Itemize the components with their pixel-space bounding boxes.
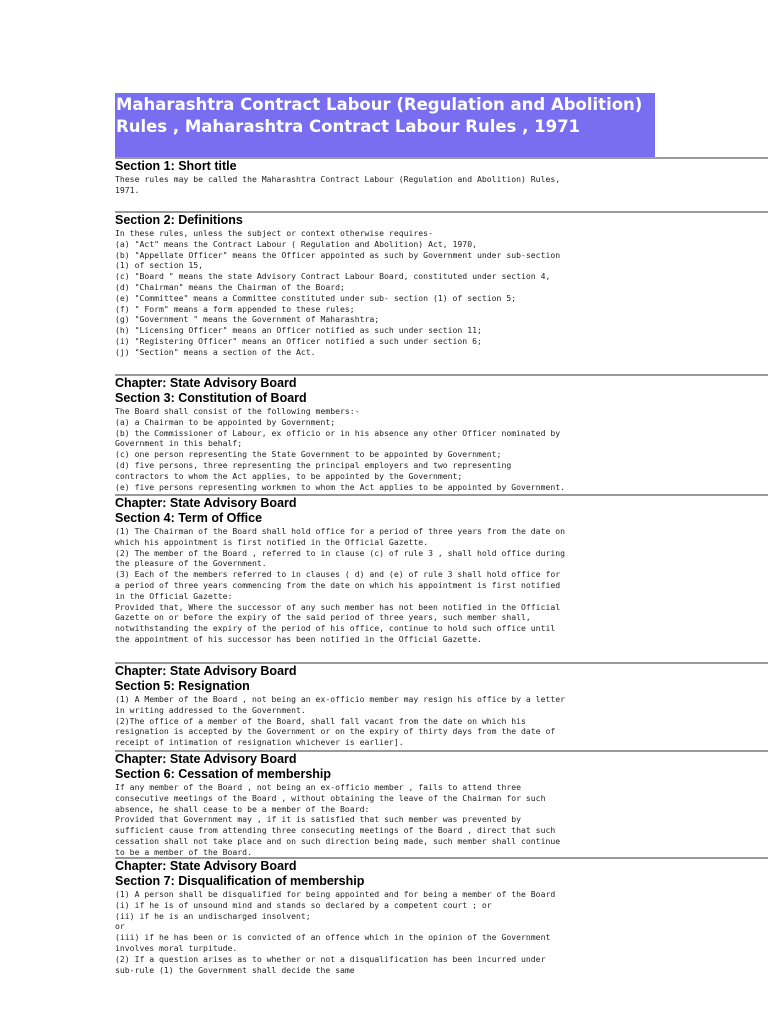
section-body-line: (h) "Licensing Officer" means an Officer notified as such under section 11; — [115, 325, 482, 336]
chapter-heading: Chapter: State Advisory Board — [115, 752, 297, 766]
section-body-line: sufficient cause from attending three consecuting meetings of the Board , direct that such — [115, 825, 556, 836]
section-body-line: (i) "Registering Officer" means an Officer notified a such under section 6; — [115, 335, 482, 346]
section-block-6 — [115, 750, 768, 857]
section-body-line: (f) " Form" means a form appended to these rules; — [115, 303, 355, 314]
document-title: Maharashtra Contract Labour (Regulation and Abolition) Rules , Maharashtra Contract Labour Rules , 1971 — [115, 93, 655, 157]
section-block-5 — [115, 662, 768, 750]
section-body-line: absence, he shall cease to be a member of the Board: — [115, 803, 370, 814]
section-body-line: Government in this behalf; — [115, 438, 243, 449]
section-body-line: These rules may be called the Maharashtra Contract Labour (Regulation and Abolition) Rules, — [115, 174, 561, 184]
section-body-line: In these rules, unless the subject or context otherwise requires- — [115, 228, 433, 238]
section-body-line: (j) "Section" means a section of the Act. — [115, 346, 316, 357]
section-body-line: (i) if he is of unsound mind and stands so declared by a competent court ; or — [115, 899, 492, 910]
section-body-line: If any member of the Board , not being an ex-officio member , fails to attend three — [115, 782, 522, 792]
section-body-line: or — [115, 921, 125, 932]
section-body-line: contractors to whom the Act applies, to be appointed by the Government; — [115, 470, 463, 481]
section-body-line: (2) The member of the Board , referred to in clause (c) of rule 3 , shall hold office during — [115, 547, 566, 558]
section-body-line: (g) "Government " means the Government of Maharashtra; — [115, 314, 380, 325]
section-heading: Section 7: Disqualification of membership — [115, 874, 365, 888]
section-body-line: (1) The Chairman of the Board shall hold office for a period of three years from the date on — [115, 526, 566, 536]
section-body-line: (e) "Committee" means a Committee constituted under sub- section (1) of section 5; — [115, 292, 517, 303]
section-body-line: The Board shall consist of the following members:- — [115, 406, 360, 416]
section-block-2 — [115, 211, 768, 374]
section-body-line: (iii) if he has been or is convicted of an offence which in the opinion of the Government — [115, 932, 551, 943]
section-body-line: notwithstanding the expiry of the period of his office, continue to hold such office until — [115, 623, 556, 634]
section-body-line: (c) "Board " means the state Advisory Contract Labour Board, constituted under section 4, — [115, 271, 551, 282]
section-block-4 — [115, 494, 768, 662]
section-body-line: (ii) if he is an undischarged insolvent; — [115, 910, 311, 921]
section-body-line: Provided that, Where the successor of any such member has not been notified in the Official — [115, 601, 561, 612]
section-block-1 — [115, 157, 768, 211]
section-body-line: involves moral turpitude. — [115, 942, 238, 953]
section-body-line: (1) of section 15, — [115, 260, 204, 271]
section-body-line: a period of three years commencing from the date on which his appointment is first notified — [115, 579, 561, 590]
section-block-7 — [115, 857, 768, 981]
section-body-line: (2) If a question arises as to whether or not a disqualification has been incurred under — [115, 953, 546, 964]
section-heading: Section 6: Cessation of membership — [115, 767, 332, 781]
chapter-heading: Chapter: State Advisory Board — [115, 859, 297, 873]
section-body-line: (b) the Commissioner of Labour, ex officio or in his absence any other Officer nominated by — [115, 427, 561, 438]
section-heading: Section 2: Definitions — [115, 213, 243, 227]
section-block-3 — [115, 374, 768, 494]
chapter-heading: Chapter: State Advisory Board — [115, 496, 297, 510]
section-body-line: (b) "Appellate Officer" means the Officer appointed as such by Government under sub-section — [115, 249, 561, 260]
section-heading: Section 5: Resignation — [115, 679, 250, 693]
chapter-heading: Chapter: State Advisory Board — [115, 376, 297, 390]
section-body-line: 1971. — [115, 184, 140, 195]
chapter-heading: Chapter: State Advisory Board — [115, 664, 297, 678]
section-body-line: (a) "Act" means the Contract Labour ( Regulation and Abolition) Act, 1970, — [115, 238, 477, 249]
document-page — [115, 93, 768, 981]
section-body-line: to be a member of the Board. — [115, 846, 252, 857]
section-heading: Section 3: Constitution of Board — [115, 391, 307, 405]
section-body-line: (a) a Chairman to be appointed by Government; — [115, 416, 336, 427]
section-body-line: consecutive meetings of the Board , without obtaining the leave of the Chairman for such — [115, 792, 546, 803]
section-body-line: receipt of intimation of resignation whichever is earlier]. — [115, 737, 404, 748]
section-body-line: (2)The office of a member of the Board, shall fall vacant from the date on which his — [115, 715, 526, 726]
section-heading: Section 1: Short title — [115, 159, 237, 173]
section-body-line: (1) A Member of the Board , not being an ex-officio member may resign his office by a letter — [115, 694, 566, 704]
section-body-line: cessation shall not take place and on such direction being made, such member shall continue — [115, 835, 561, 846]
section-body-line: which his appointment is first notified in the Official Gazette. — [115, 536, 429, 547]
section-body-line: Provided that Government may , if it is satisfied that such member was prevented by — [115, 814, 522, 825]
section-body-line: (c) one person representing the State Government to be appointed by Government; — [115, 449, 502, 460]
section-body-line: the appointment of his successor has been notified in the Official Gazette. — [115, 633, 482, 644]
section-body-line: Gazette on or before the expiry of the said period of three years, such member shall, — [115, 612, 531, 623]
section-body-line: (d) five persons, three representing the principal employers and two representing — [115, 459, 512, 470]
section-heading: Section 4: Term of Office — [115, 511, 263, 525]
section-body-line: (d) "Chairman" means the Chairman of the Board; — [115, 281, 345, 292]
section-body-line: (1) A person shall be disqualified for being appointed and for being a member of the Board — [115, 889, 556, 899]
section-body-line: (e) five persons representing workmen to whom the Act applies to be appointed by Government. — [115, 481, 566, 492]
section-body-line: (3) Each of the members referred to in clauses ( d) and (e) of rule 3 shall hold office for — [115, 569, 561, 580]
section-body-line: in writing addressed to the Government. — [115, 704, 306, 715]
section-body-line: in the Official Gazette: — [115, 590, 233, 601]
section-body-line: resignation is accepted by the Government or on the expiry of thirty days from the date of — [115, 726, 556, 737]
section-body-line: sub-rule (1) the Government shall decide the same — [115, 964, 355, 975]
section-body-line: the pleasure of the Government. — [115, 558, 267, 569]
